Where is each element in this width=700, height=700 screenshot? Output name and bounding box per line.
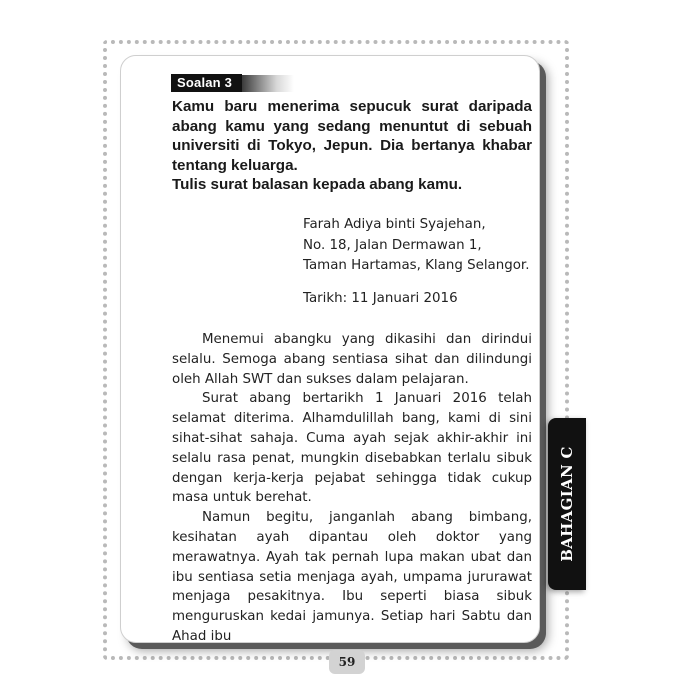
page-number: 59 bbox=[329, 650, 365, 674]
section-side-tab bbox=[548, 418, 586, 590]
question-label bbox=[171, 74, 294, 92]
question-text bbox=[172, 97, 532, 195]
sender-address bbox=[303, 215, 543, 277]
label-gradient-bar bbox=[242, 75, 294, 92]
question-label-text: Soalan 3 bbox=[171, 74, 242, 92]
letter-paragraph: Namun begitu, janganlah abang bimbang, kesihatan ayah dipantau oleh doktor yang merawatnya. Ayah tak pernah lupa makan ubat dan ibu sentiasa setia menjaga ayah, umpama jururawat menjaga pesakitnya. Ibu seperti biasa sibuk menguruskan kedai jamunya. Setiap hari Sabtu dan Ahad ibu bbox=[172, 510, 532, 644]
letter-paragraph: Menemui abangku yang dikasihi dan dirindui selalu. Semoga abang sentiasa sihat dan dilindungi oleh Allah SWT dan sukses dalam pelajaran. bbox=[172, 332, 532, 387]
sender-name: Farah Adiya binti Syajehan, bbox=[303, 217, 486, 232]
question-line: Kamu baru menerima sepucuk surat daripada abang kamu yang sedang menuntut di sebuah universiti di Tokyo, Jepun. Dia bertanya khabar tentang keluarga. bbox=[172, 98, 532, 174]
letter-body bbox=[172, 330, 532, 647]
address-line: No. 18, Jalan Dermawan 1, bbox=[303, 237, 482, 253]
letter-paragraph: Surat abang bertarikh 1 Januari 2016 telah selamat diterima. Alhamdulillah bang, kami di sini sihat-sihat sahaja. Cuma ayah sejak akhir-akhir ini selalu rasa penat, mungkin disebabkan terlalu sibuk dengan kerja-kerja pejabat sehingga tidak cukup masa untuk berehat. bbox=[172, 391, 532, 506]
section-side-tab-label: BAHAGIAN C bbox=[558, 446, 576, 562]
question-line: Tulis surat balasan kepada abang kamu. bbox=[172, 176, 463, 194]
address-line: Taman Hartamas, Klang Selangor. bbox=[303, 258, 530, 274]
letter-date: Tarikh: 11 Januari 2016 bbox=[303, 291, 458, 306]
